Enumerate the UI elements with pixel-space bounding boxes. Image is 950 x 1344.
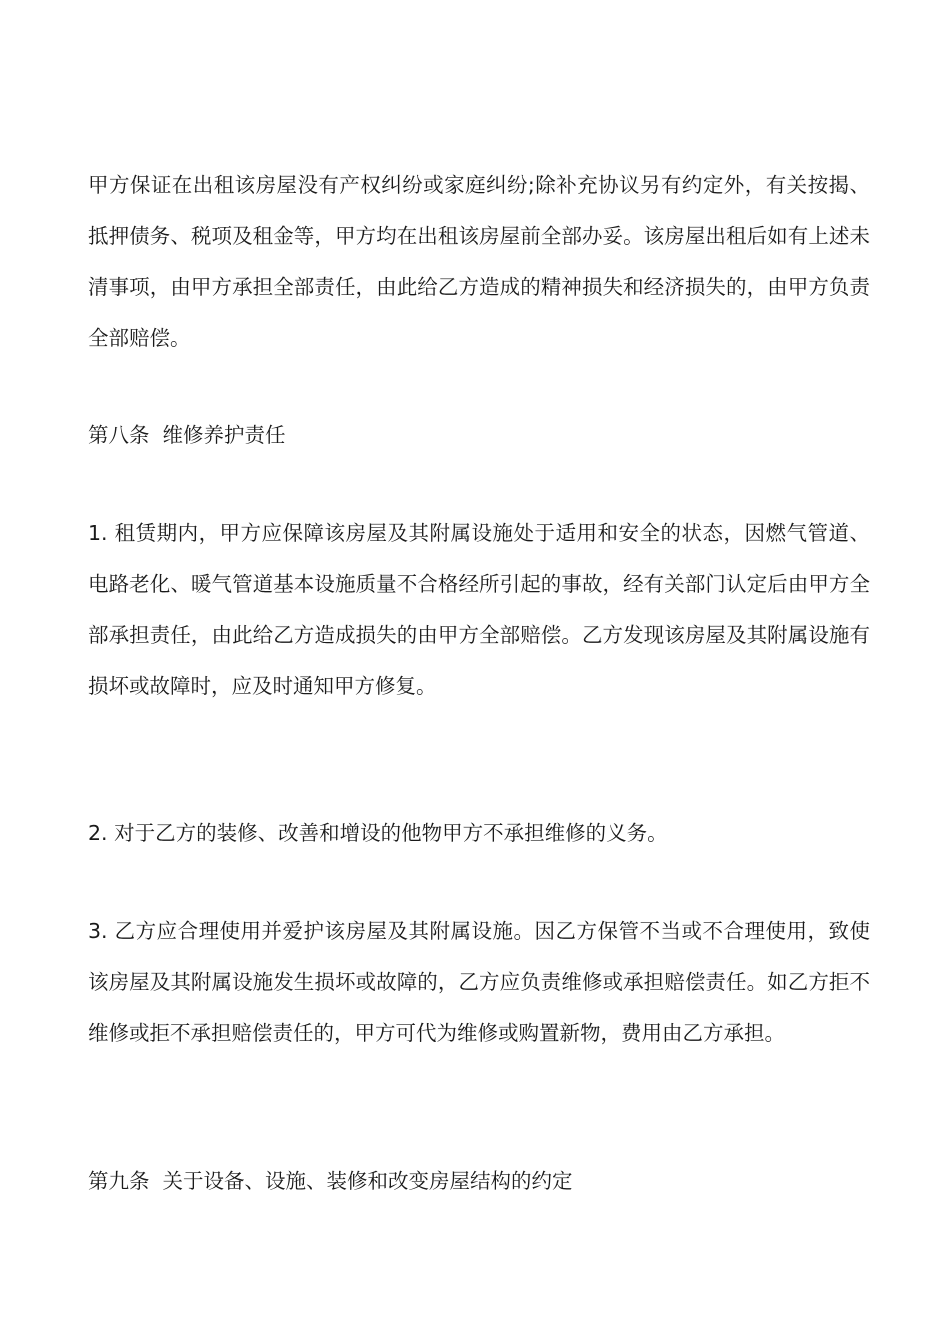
article-8-item-2: 2. 对于乙方的装修、改善和增设的他物甲方不承担维修的义务。 xyxy=(88,821,668,845)
article-8-item-1: 1. 租赁期内，甲方应保障该房屋及其附属设施处于适用和安全的状态，因燃气管道、电路老化、暖气管道基本设施质量不合格经所引起的事故，经有关部门认定后由甲方全部承担责任，由此给乙方造成损失的由甲方全部赔偿。乙方发现该房屋及其附属设施有损坏或故障时，应及时通知甲方修复。 xyxy=(88,521,870,698)
article-8-heading: 第八条 维修养护责任 xyxy=(88,423,286,447)
article-8-item-3: 3. 乙方应合理使用并爱护该房屋及其附属设施。因乙方保管不当或不合理使用，致使该房屋及其附属设施发生损坏或故障的，乙方应负责维修或承担赔偿责任。如乙方拒不维修或拒不承担赔偿责任的，甲方可代为维修或购置新物，费用由乙方承担。 xyxy=(88,919,870,1045)
article-9-heading: 第九条 关于设备、设施、装修和改变房屋结构的约定 xyxy=(88,1169,573,1193)
paragraph-property-guarantee: 甲方保证在出租该房屋没有产权纠纷或家庭纠纷;除补充协议另有约定外，有关按揭、抵押债务、税项及租金等，甲方均在出租该房屋前全部办妥。该房屋出租后如有上述未清事项，由甲方承担全部责任，由此给乙方造成的精神损失和经济损失的，由甲方负责全部赔偿。 xyxy=(88,173,870,350)
